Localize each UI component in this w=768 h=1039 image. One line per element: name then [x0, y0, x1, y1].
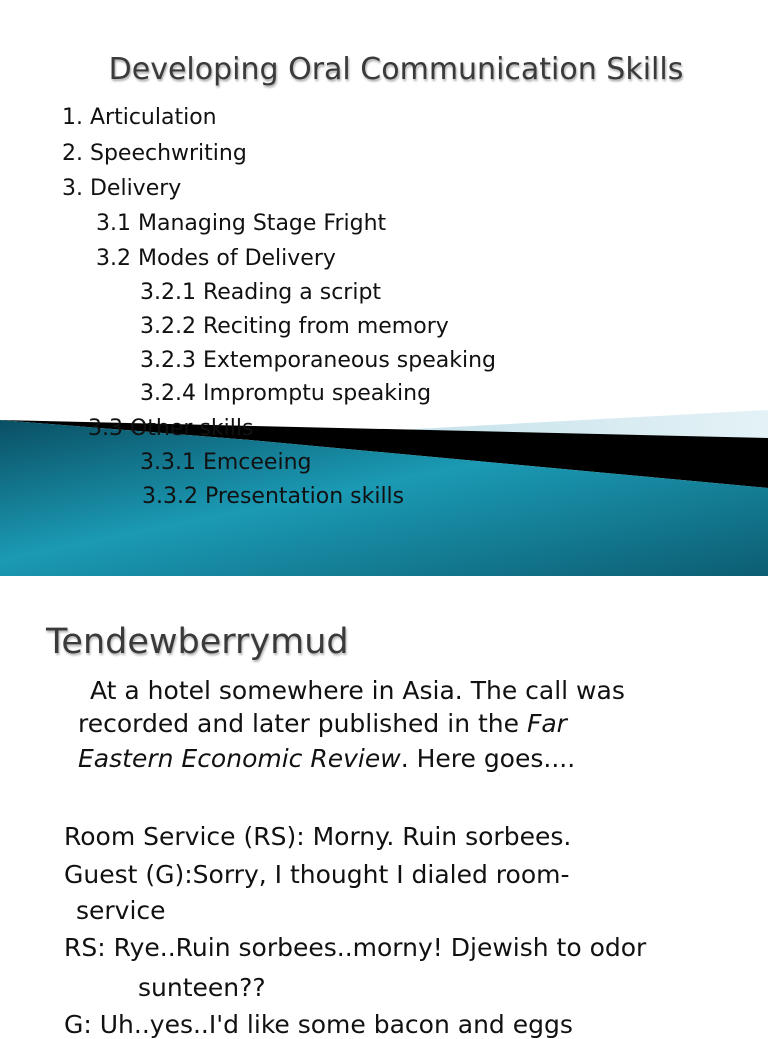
intro-line-1: At a hotel somewhere in Asia. The call was: [90, 676, 625, 705]
outline-item-1: 1. Articulation: [62, 105, 217, 130]
dialogue-line-1: Room Service (RS): Morny. Ruin sorbees.: [64, 822, 572, 851]
outline-item-3-2-3: 3.2.3 Extemporaneous speaking: [140, 348, 496, 373]
intro-line-2-text: recorded and later published in the: [78, 709, 527, 738]
outline-item-3-2-1: 3.2.1 Reading a script: [140, 280, 382, 305]
publication-name-part-2: Eastern Economic Review: [78, 744, 401, 773]
dialogue-line-3-cont: sunteen??: [138, 973, 266, 1002]
outline-item-3: 3. Delivery: [62, 176, 182, 201]
outline-item-2: 2. Speechwriting: [62, 141, 247, 166]
outline-item-3-3: 3.3 Other skills: [88, 416, 254, 441]
intro-line-3-text: . Here goes....: [400, 744, 576, 773]
intro-line-3: [78, 746, 575, 771]
publication-name-part-1: Far: [526, 709, 567, 738]
dialogue-line-2: Guest (G):Sorry, I thought I dialed room-: [64, 860, 570, 889]
outline-item-3-1: 3.1 Managing Stage Fright: [96, 211, 387, 236]
outline-item-3-2-4: 3.2.4 Impromptu speaking: [140, 381, 432, 406]
slide-title-tendewberrymud: Tendewberrymud: [46, 622, 349, 662]
intro-line-2: [78, 711, 567, 736]
slide-title: Developing Oral Communication Skills: [108, 52, 684, 87]
outline-item-3-3-1: 3.3.1 Emceeing: [140, 450, 312, 475]
outline-item-3-3-2: 3.3.2 Presentation skills: [142, 484, 405, 509]
dialogue-line-2-cont: service: [76, 896, 166, 925]
dialogue-line-4: G: Uh..yes..I'd like some bacon and eggs: [64, 1010, 573, 1039]
outline-item-3-2: 3.2 Modes of Delivery: [96, 246, 336, 271]
dialogue-line-3: RS: Rye..Ruin sorbees..morny! Djewish to odor: [64, 933, 647, 962]
outline-item-3-2-2: 3.2.2 Reciting from memory: [140, 314, 449, 339]
